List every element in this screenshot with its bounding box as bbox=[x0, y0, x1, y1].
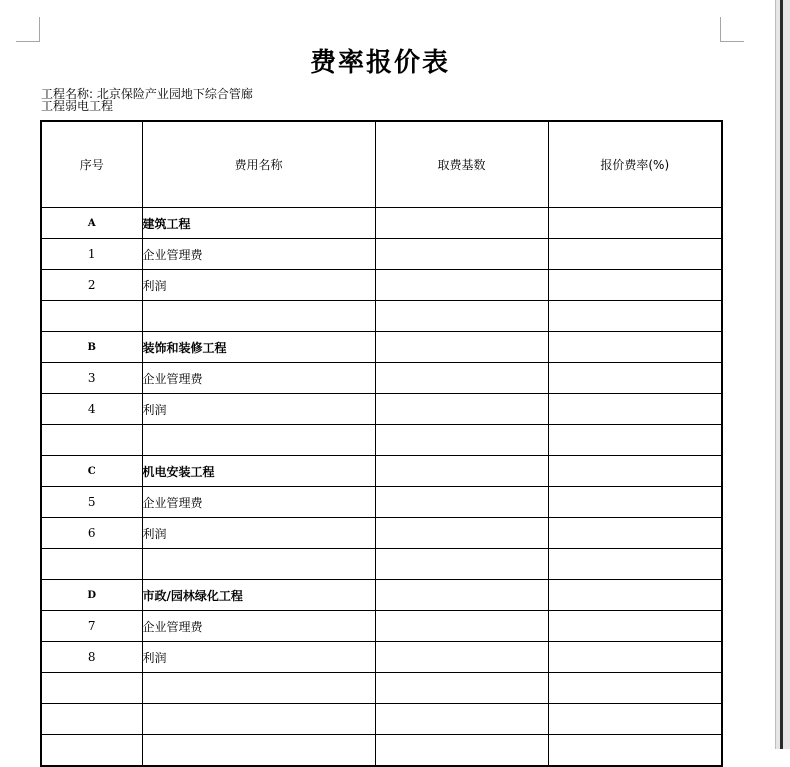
row-quote-rate[interactable] bbox=[548, 735, 722, 767]
table-row bbox=[41, 549, 722, 580]
row-fee-base[interactable] bbox=[375, 425, 548, 456]
row-seq: 3 bbox=[41, 363, 142, 394]
row-fee-base[interactable] bbox=[375, 611, 548, 642]
table-row bbox=[41, 394, 722, 425]
row-quote-rate[interactable] bbox=[548, 487, 722, 518]
table-row bbox=[41, 487, 722, 518]
table-row bbox=[41, 642, 722, 673]
table-row bbox=[41, 673, 722, 704]
row-fee-base[interactable] bbox=[375, 208, 548, 239]
row-fee-base[interactable] bbox=[375, 394, 548, 425]
crop-mark-top-left bbox=[16, 17, 40, 42]
row-quote-rate[interactable] bbox=[548, 363, 722, 394]
header-fee-name: 费用名称 bbox=[142, 121, 375, 208]
table-row bbox=[41, 735, 722, 767]
table-row bbox=[41, 270, 722, 301]
row-fee-base[interactable] bbox=[375, 642, 548, 673]
row-seq bbox=[41, 735, 142, 767]
table-row bbox=[41, 425, 722, 456]
header-quote-rate: 报价费率(%) bbox=[548, 121, 722, 208]
row-seq bbox=[41, 704, 142, 735]
row-quote-rate[interactable] bbox=[548, 549, 722, 580]
row-quote-rate[interactable] bbox=[548, 301, 722, 332]
row-fee-name: 利润 bbox=[142, 270, 375, 301]
row-fee-base[interactable] bbox=[375, 518, 548, 549]
row-fee-base[interactable] bbox=[375, 580, 548, 611]
table-row bbox=[41, 239, 722, 270]
table-row bbox=[41, 580, 722, 611]
row-quote-rate[interactable] bbox=[548, 332, 722, 363]
crop-mark-top-right bbox=[720, 17, 744, 42]
row-fee-name: 企业管理费 bbox=[142, 487, 375, 518]
row-seq: 8 bbox=[41, 642, 142, 673]
row-fee-base[interactable] bbox=[375, 673, 548, 704]
row-fee-name: 利润 bbox=[142, 518, 375, 549]
row-quote-rate[interactable] bbox=[548, 580, 722, 611]
header-seq: 序号 bbox=[41, 121, 142, 208]
row-seq: 6 bbox=[41, 518, 142, 549]
table-row bbox=[41, 611, 722, 642]
row-fee-base[interactable] bbox=[375, 549, 548, 580]
row-fee-base[interactable] bbox=[375, 735, 548, 767]
scroll-divider bbox=[780, 0, 783, 749]
row-fee-name bbox=[142, 301, 375, 332]
row-fee-base[interactable] bbox=[375, 704, 548, 735]
row-seq: 5 bbox=[41, 487, 142, 518]
row-seq bbox=[41, 425, 142, 456]
row-fee-name: 利润 bbox=[142, 642, 375, 673]
row-quote-rate[interactable] bbox=[548, 611, 722, 642]
row-quote-rate[interactable] bbox=[548, 456, 722, 487]
row-fee-base[interactable] bbox=[375, 456, 548, 487]
table-row bbox=[41, 456, 722, 487]
table-row bbox=[41, 208, 722, 239]
row-seq bbox=[41, 301, 142, 332]
row-fee-name: 建筑工程 bbox=[142, 208, 375, 239]
row-seq: 7 bbox=[41, 611, 142, 642]
row-quote-rate[interactable] bbox=[548, 270, 722, 301]
row-fee-name: 企业管理费 bbox=[142, 239, 375, 270]
fee-rate-table bbox=[40, 120, 723, 767]
row-seq: D bbox=[41, 580, 142, 611]
row-fee-name: 企业管理费 bbox=[142, 611, 375, 642]
row-quote-rate[interactable] bbox=[548, 425, 722, 456]
document-title: 费率报价表 bbox=[309, 48, 450, 78]
row-quote-rate[interactable] bbox=[548, 673, 722, 704]
row-fee-base[interactable] bbox=[375, 363, 548, 394]
row-quote-rate[interactable] bbox=[548, 518, 722, 549]
table-row bbox=[41, 704, 722, 735]
row-seq: 1 bbox=[41, 239, 142, 270]
row-fee-base[interactable] bbox=[375, 332, 548, 363]
row-fee-name bbox=[142, 673, 375, 704]
row-quote-rate[interactable] bbox=[548, 239, 722, 270]
row-seq: B bbox=[41, 332, 142, 363]
header-fee-base: 取费基数 bbox=[375, 121, 548, 208]
row-seq: A bbox=[41, 208, 142, 239]
row-quote-rate[interactable] bbox=[548, 642, 722, 673]
row-quote-rate[interactable] bbox=[548, 704, 722, 735]
row-fee-name: 企业管理费 bbox=[142, 363, 375, 394]
table-row bbox=[41, 332, 722, 363]
row-fee-name: 利润 bbox=[142, 394, 375, 425]
row-seq: 2 bbox=[41, 270, 142, 301]
row-seq: C bbox=[41, 456, 142, 487]
row-seq: 4 bbox=[41, 394, 142, 425]
row-quote-rate[interactable] bbox=[548, 208, 722, 239]
row-fee-name bbox=[142, 549, 375, 580]
table-row bbox=[41, 518, 722, 549]
row-fee-base[interactable] bbox=[375, 239, 548, 270]
row-fee-name: 机电安装工程 bbox=[142, 456, 375, 487]
table-row bbox=[41, 363, 722, 394]
row-fee-base[interactable] bbox=[375, 270, 548, 301]
row-fee-base[interactable] bbox=[375, 301, 548, 332]
row-fee-name: 市政/园林绿化工程 bbox=[142, 580, 375, 611]
row-seq bbox=[41, 673, 142, 704]
row-fee-name bbox=[142, 735, 375, 767]
project-subname: 工程弱电工程 bbox=[41, 99, 114, 113]
row-fee-base[interactable] bbox=[375, 487, 548, 518]
row-quote-rate[interactable] bbox=[548, 394, 722, 425]
row-fee-name bbox=[142, 704, 375, 735]
table-row bbox=[41, 301, 722, 332]
row-seq bbox=[41, 549, 142, 580]
row-fee-name: 装饰和装修工程 bbox=[142, 332, 375, 363]
window-scroll-edge[interactable] bbox=[775, 0, 790, 749]
row-fee-name bbox=[142, 425, 375, 456]
table-header-row bbox=[41, 121, 722, 208]
project-name: 工程名称: 北京保险产业园地下综合管廊 bbox=[41, 87, 253, 101]
